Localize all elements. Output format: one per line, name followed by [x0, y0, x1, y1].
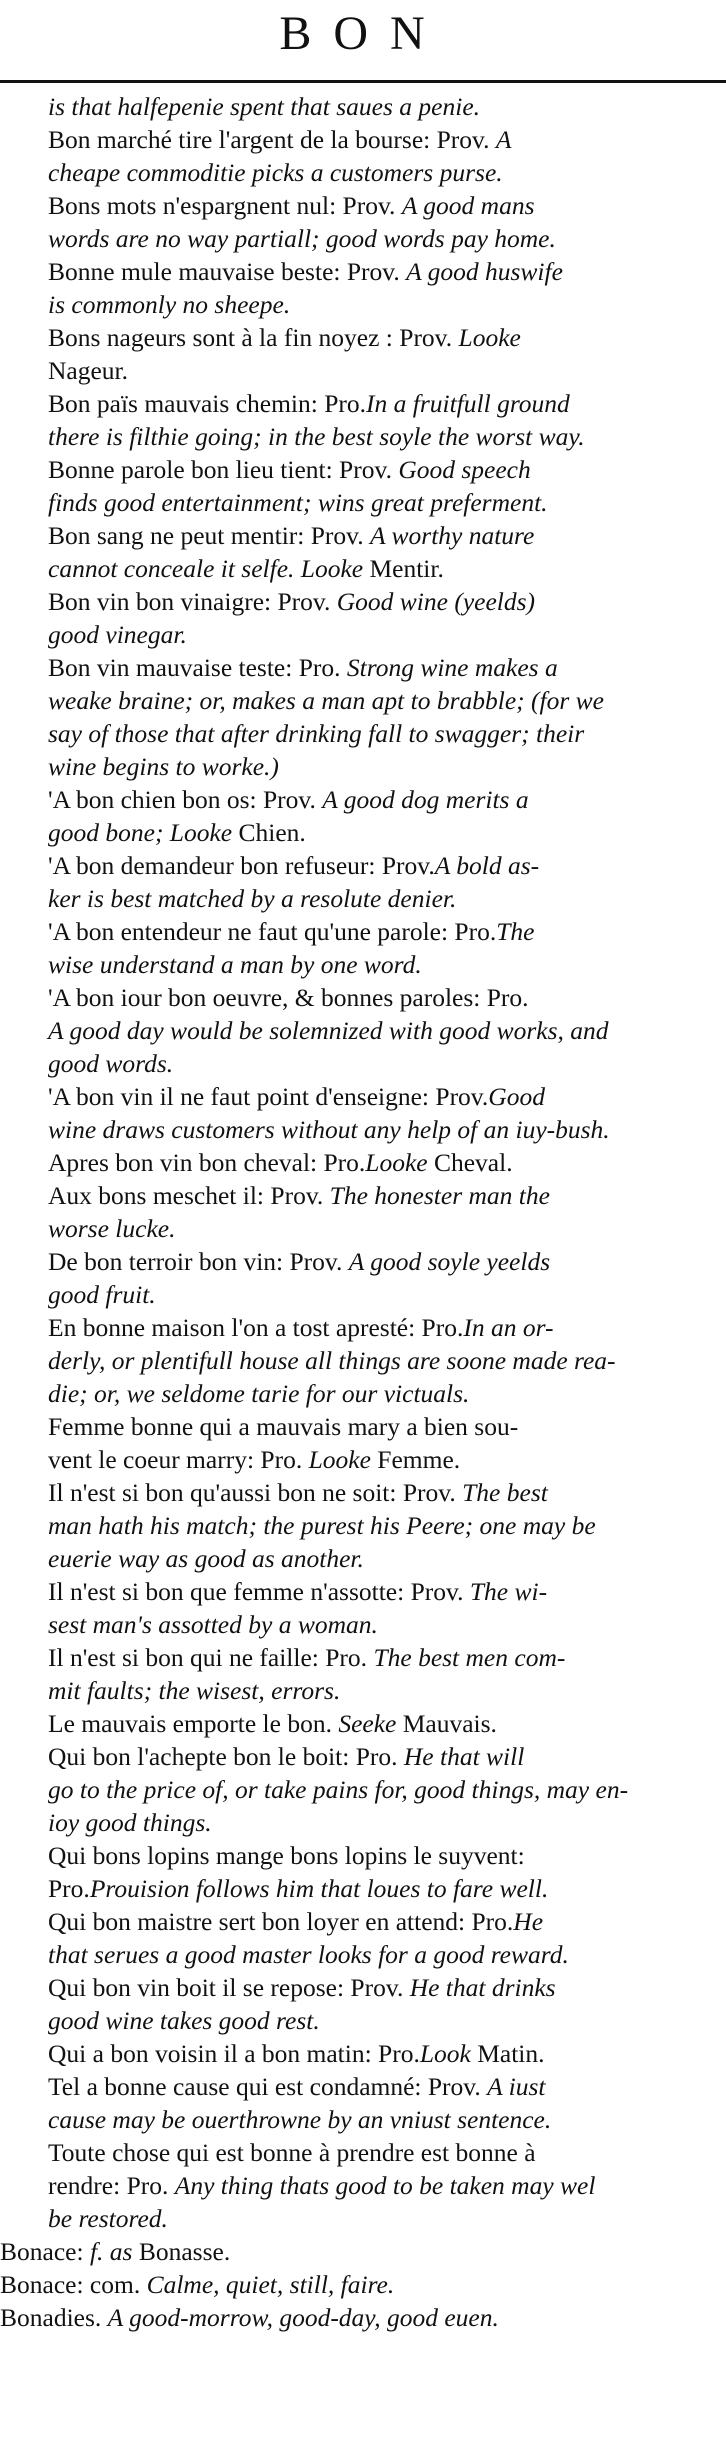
text-line — [0, 1146, 726, 1179]
roman-segment: De bon terroir bon vin: Prov. — [48, 1247, 349, 1276]
text-line — [0, 321, 726, 354]
text-line — [0, 915, 726, 948]
italic-segment: The best — [462, 1478, 548, 1507]
roman-segment: 'A bon entendeur ne faut qu'une parole: Pro. — [48, 917, 497, 946]
text-line — [0, 717, 726, 750]
italic-segment: Looke — [308, 1445, 378, 1474]
italic-segment: Strong wine makes a — [346, 653, 558, 682]
italic-segment: ioy good things. — [48, 1808, 212, 1837]
text-line — [0, 1179, 726, 1212]
text-line — [0, 1872, 726, 1905]
italic-segment: cause may be ouerthrowne by an vniust sentence. — [48, 2105, 552, 2134]
roman-segment: Le mauvais emporte le bon. — [48, 1709, 339, 1738]
italic-segment: f. as — [89, 2237, 139, 2266]
text-line — [0, 1542, 726, 1575]
text-line — [0, 189, 726, 222]
italic-segment: The — [496, 917, 535, 946]
text-line — [0, 288, 726, 321]
roman-segment: Bon marché tire l'argent de la bourse: Prov. — [48, 125, 496, 154]
text-line — [0, 981, 726, 1014]
italic-segment: The honester man the — [329, 1181, 550, 1210]
roman-segment: Aux bons meschet il: Prov. — [48, 1181, 330, 1210]
text-line — [0, 519, 726, 552]
text-line — [0, 1905, 726, 1938]
roman-segment: Qui bon maistre sert bon loyer en attend: Pro. — [48, 1907, 514, 1936]
roman-segment: Cheval. — [433, 1148, 513, 1177]
text-line — [0, 1707, 726, 1740]
italic-segment: Seeke — [338, 1709, 403, 1738]
italic-segment: that serues a good master looks for a good reward. — [48, 1940, 569, 1969]
roman-segment: Bonasse. — [138, 2237, 231, 2266]
text-line — [0, 1476, 726, 1509]
italic-segment: Good speech — [398, 455, 531, 484]
italic-segment: He that will — [403, 1742, 525, 1771]
text-line — [0, 123, 726, 156]
roman-segment: Chien. — [238, 818, 306, 847]
text-line — [0, 1971, 726, 2004]
italic-segment: Good wine (yeelds) — [336, 587, 536, 616]
roman-segment: Il n'est si bon qu'aussi bon ne soit: Prov. — [48, 1478, 463, 1507]
roman-segment: 'A bon vin il ne faut point d'enseigne: Prov. — [48, 1082, 489, 1111]
text-line — [0, 1608, 726, 1641]
italic-segment: A worthy nature — [370, 521, 535, 550]
italic-segment: A good huswife — [406, 257, 563, 286]
roman-segment: 'A bon chien bon os: Prov. — [48, 785, 323, 814]
text-line — [0, 585, 726, 618]
text-line — [0, 1674, 726, 1707]
text-line — [0, 849, 726, 882]
italic-segment: finds good entertainment; wins great preferment. — [48, 488, 548, 517]
text-line — [0, 1311, 726, 1344]
roman-segment: Apres bon vin bon cheval: Pro. — [48, 1148, 366, 1177]
text-line — [0, 2004, 726, 2037]
roman-segment: Tel a bonne cause qui est condamné: Prov. — [48, 2072, 488, 2101]
italic-segment: Look — [419, 2039, 478, 2068]
text-line — [0, 1080, 726, 1113]
roman-segment: 'A bon demandeur bon refuseur: Prov. — [48, 851, 435, 880]
text-line — [0, 783, 726, 816]
text-line — [0, 618, 726, 651]
italic-segment: A good-morrow, good-day, good euen. — [107, 2303, 499, 2332]
roman-segment: Bon vin bon vinaigre: Prov. — [48, 587, 337, 616]
roman-segment: 'A bon iour bon oeuvre, & bonnes paroles: Pro. — [48, 983, 529, 1012]
italic-segment: be restored. — [48, 2204, 168, 2233]
roman-segment: Qui bons lopins mange bons lopins le suyvent: — [48, 1841, 525, 1870]
text-line — [0, 1047, 726, 1080]
roman-segment: Matin. — [477, 2039, 545, 2068]
italic-segment: Good — [488, 1082, 545, 1111]
italic-segment: wise understand a man by one word. — [48, 950, 422, 979]
text-line — [0, 1806, 726, 1839]
italic-segment: A good soyle yeelds — [348, 1247, 551, 1276]
italic-segment: is that halfepenie spent that saues a penie. — [48, 92, 481, 121]
italic-segment: worse lucke. — [48, 1214, 176, 1243]
text-line — [0, 1410, 726, 1443]
text-line — [0, 387, 726, 420]
roman-segment: Qui a bon voisin il a bon matin: Pro. — [48, 2039, 420, 2068]
text-line — [0, 354, 726, 387]
roman-segment: Nageur. — [48, 356, 129, 385]
roman-segment: Bonne mule mauvaise beste: Prov. — [48, 257, 407, 286]
text-line — [0, 1740, 726, 1773]
italic-segment: mit faults; the wisest, errors. — [48, 1676, 341, 1705]
italic-segment: A iust — [487, 2072, 546, 2101]
roman-segment: Bonace: com. — [0, 2270, 147, 2299]
italic-segment: A bold as- — [434, 851, 540, 880]
roman-segment: Toute chose qui est bonne à prendre est bonne à — [48, 2138, 536, 2167]
italic-segment: euerie way as good as another. — [48, 1544, 364, 1573]
text-line — [0, 1278, 726, 1311]
text-line — [0, 1575, 726, 1608]
text-line — [0, 1509, 726, 1542]
text-line — [0, 816, 726, 849]
text-line — [0, 1014, 726, 1047]
text-line — [0, 1773, 726, 1806]
italic-segment: derly, or plentifull house all things are soone made rea- — [48, 1346, 616, 1375]
text-line — [0, 255, 726, 288]
italic-segment: words are no way partiall; good words pay home. — [48, 224, 556, 253]
roman-segment: Mauvais. — [402, 1709, 497, 1738]
roman-segment: Qui bon l'achepte bon le boit: Pro. — [48, 1742, 404, 1771]
roman-segment: Bonne parole bon lieu tient: Prov. — [48, 455, 399, 484]
text-line — [0, 2070, 726, 2103]
text-line — [0, 2136, 726, 2169]
roman-segment: En bonne maison l'on a tost apresté: Pro. — [48, 1313, 464, 1342]
italic-segment: Calme, quiet, still, faire. — [146, 2270, 395, 2299]
roman-segment: Il n'est si bon que femme n'assotte: Prov. — [48, 1577, 470, 1606]
text-line — [0, 1443, 726, 1476]
italic-segment: go to the price of, or take pains for, good things, may en- — [48, 1775, 629, 1804]
italic-segment: In a fruitfull ground — [366, 389, 570, 418]
roman-segment: Bons mots n'espargnent nul: Prov. — [48, 191, 402, 220]
italic-segment: weake braine; or, makes a man apt to brabble; (for we — [48, 686, 604, 715]
text-line — [0, 1641, 726, 1674]
text-line — [0, 2202, 726, 2235]
text-line — [0, 420, 726, 453]
text-line — [0, 1344, 726, 1377]
italic-segment: The best men com- — [373, 1643, 566, 1672]
text-line — [0, 486, 726, 519]
italic-segment: good wine takes good rest. — [48, 2006, 320, 2035]
italic-segment: A good mans — [401, 191, 535, 220]
italic-segment: In an or- — [463, 1313, 554, 1342]
text-line — [0, 2037, 726, 2070]
roman-segment: rendre: Pro. — [48, 2171, 175, 2200]
roman-segment: Bon vin mauvaise teste: Pro. — [48, 653, 347, 682]
page-header: BON — [279, 7, 447, 60]
italic-segment: He — [513, 1907, 544, 1936]
text-line — [0, 948, 726, 981]
italic-segment: good fruit. — [48, 1280, 156, 1309]
text-line — [0, 453, 726, 486]
italic-segment: wine begins to worke.) — [48, 752, 279, 781]
italic-segment: wine draws customers without any help of an iuy-bush. — [48, 1115, 610, 1144]
roman-segment: Femme. — [377, 1445, 461, 1474]
roman-segment: Pro. — [48, 1874, 90, 1903]
header-rule — [0, 80, 726, 83]
text-line — [0, 1377, 726, 1410]
italic-segment: cheape commoditie picks a customers purse. — [48, 158, 503, 187]
roman-segment: Qui bon vin boit il se repose: Prov. — [48, 1973, 410, 2002]
italic-segment: die; or, we seldome tarie for our victuals. — [48, 1379, 470, 1408]
italic-segment: ker is best matched by a resolute denier. — [48, 884, 457, 913]
text-line — [0, 156, 726, 189]
italic-segment: He that drinks — [409, 1973, 556, 2002]
roman-segment: Bonadies. — [0, 2303, 108, 2332]
italic-segment: is commonly no sheepe. — [48, 290, 291, 319]
text-line — [0, 1938, 726, 1971]
text-line — [0, 1839, 726, 1872]
roman-segment: Bon païs mauvais chemin: Pro. — [48, 389, 367, 418]
text-line — [0, 684, 726, 717]
italic-segment: Prouision follows him that loues to fare well. — [89, 1874, 549, 1903]
text-line — [0, 2268, 726, 2301]
italic-segment: cannot conceale it selfe. Looke — [48, 554, 370, 583]
italic-segment: A — [495, 125, 512, 154]
italic-segment: A good dog merits a — [322, 785, 529, 814]
italic-segment: Looke — [458, 323, 521, 352]
italic-segment: The wi- — [469, 1577, 548, 1606]
italic-segment: A good day would be solemnized with good works, and — [48, 1016, 609, 1045]
roman-segment: Bonace: — [0, 2237, 90, 2266]
text-line — [0, 750, 726, 783]
text-line — [0, 2235, 726, 2268]
roman-segment: Mentir. — [369, 554, 444, 583]
italic-segment: Looke — [365, 1148, 434, 1177]
italic-segment: good vinegar. — [48, 620, 187, 649]
roman-segment: Bon sang ne peut mentir: Prov. — [48, 521, 371, 550]
text-line — [0, 552, 726, 585]
italic-segment: Any thing thats good to be taken may wel — [174, 2171, 596, 2200]
text-line — [0, 651, 726, 684]
italic-segment: man hath his match; the purest his Peere; one may be — [48, 1511, 596, 1540]
roman-segment: Femme bonne qui a mauvais mary a bien sou- — [48, 1412, 519, 1441]
italic-segment: good words. — [48, 1049, 174, 1078]
entries-column — [0, 90, 726, 2435]
text-line — [0, 1245, 726, 1278]
italic-segment: sest man's assotted by a woman. — [48, 1610, 378, 1639]
roman-segment: vent le coeur marry: Pro. — [48, 1445, 309, 1474]
text-line — [0, 2169, 726, 2202]
text-line — [0, 2103, 726, 2136]
text-line — [0, 1212, 726, 1245]
text-line — [0, 222, 726, 255]
roman-segment: Il n'est si bon qui ne faille: Pro. — [48, 1643, 374, 1672]
italic-segment: say of those that after drinking fall to swagger; their — [48, 719, 585, 748]
text-line — [0, 90, 726, 123]
italic-segment: there is filthie going; in the best soyle the worst way. — [48, 422, 585, 451]
text-line — [0, 882, 726, 915]
text-line — [0, 2301, 726, 2334]
roman-segment: Bons nageurs sont à la fin noyez : Prov. — [48, 323, 459, 352]
italic-segment: good bone; Looke — [48, 818, 239, 847]
text-line — [0, 1113, 726, 1146]
